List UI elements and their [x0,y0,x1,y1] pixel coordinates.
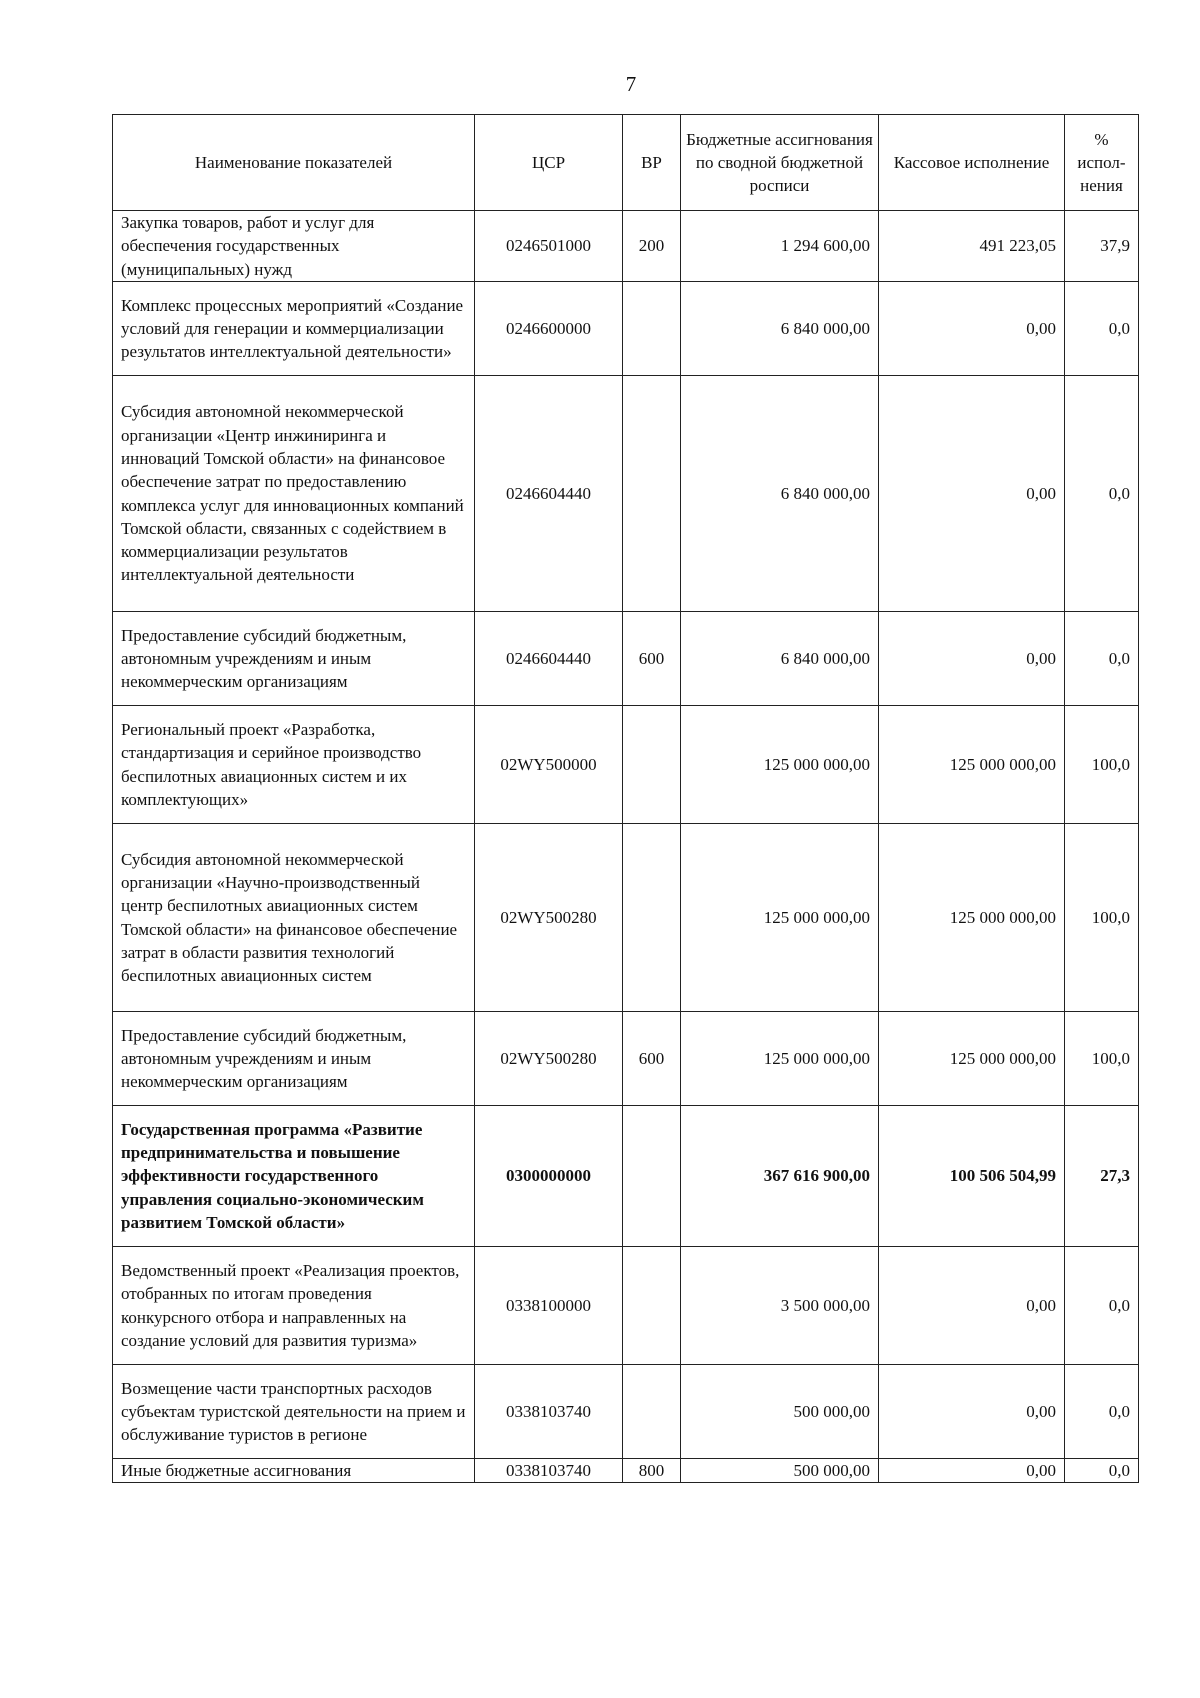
table-row [113,1012,1139,1106]
row-percent: 37,9 [1065,211,1139,282]
table-row [113,282,1139,376]
row-cash: 125 000 000,00 [879,1012,1065,1106]
page-number: 7 [625,72,637,96]
row-name: Закупка товаров, работ и услуг для обеспечения государственных (муниципальных) нужд [113,211,475,282]
row-percent: 0,0 [1065,612,1139,706]
row-csr: 02WY500280 [475,1012,623,1106]
row-cash: 125 000 000,00 [879,824,1065,1012]
row-percent: 0,0 [1065,376,1139,612]
header-percent: % испол-нения [1065,115,1139,211]
row-name: Субсидия автономной некоммерческой организации «Центр инжиниринга и инноваций Томской области» на финансовое обеспечение затрат по предоставлению комплекса услуг для инновационных компаний Томской области, связанных с содействием в коммерциализации результатов интеллектуальной деятельности [113,376,475,612]
row-budget: 6 840 000,00 [681,282,879,376]
row-budget: 6 840 000,00 [681,376,879,612]
row-budget: 500 000,00 [681,1365,879,1459]
row-vr [623,376,681,612]
header-cash: Кассовое исполнение [879,115,1065,211]
row-name: Ведомственный проект «Реализация проектов, отобранных по итогам проведения конкурсного отбора и направленных на создание условий для развития туризма» [113,1247,475,1365]
row-vr: 600 [623,1012,681,1106]
table-row [113,1365,1139,1459]
row-csr: 02WY500280 [475,824,623,1012]
row-csr: 02WY500000 [475,706,623,824]
row-percent: 27,3 [1065,1106,1139,1247]
row-name: Предоставление субсидий бюджетным, автономным учреждениям и иным некоммерческим организациям [113,1012,475,1106]
budget-execution-table [112,114,1139,1483]
row-budget: 125 000 000,00 [681,824,879,1012]
table-header-row [113,115,1139,211]
row-csr: 0300000000 [475,1106,623,1247]
row-vr [623,824,681,1012]
row-budget: 6 840 000,00 [681,612,879,706]
row-vr: 800 [623,1459,681,1483]
row-budget: 3 500 000,00 [681,1247,879,1365]
header-vr: ВР [623,115,681,211]
table-row [113,376,1139,612]
row-csr: 0338100000 [475,1247,623,1365]
row-budget: 500 000,00 [681,1459,879,1483]
row-csr: 0338103740 [475,1365,623,1459]
row-csr: 0338103740 [475,1459,623,1483]
row-vr [623,706,681,824]
row-vr [623,1365,681,1459]
row-cash: 0,00 [879,612,1065,706]
row-name: Комплекс процессных мероприятий «Создание условий для генерации и коммерциализации результатов интеллектуальной деятельности» [113,282,475,376]
row-percent: 0,0 [1065,282,1139,376]
row-name: Предоставление субсидий бюджетным, автономным учреждениям и иным некоммерческим организациям [113,612,475,706]
header-name: Наименование показателей [113,115,475,211]
row-vr: 600 [623,612,681,706]
row-cash: 125 000 000,00 [879,706,1065,824]
table-row [113,211,1139,282]
table-row [113,612,1139,706]
row-cash: 0,00 [879,1459,1065,1483]
header-csr: ЦСР [475,115,623,211]
row-budget: 367 616 900,00 [681,1106,879,1247]
row-percent: 100,0 [1065,824,1139,1012]
row-vr [623,1247,681,1365]
row-csr: 0246600000 [475,282,623,376]
row-name: Субсидия автономной некоммерческой организации «Научно-производственный центр беспилотных авиационных систем Томской области» на финансовое обеспечение затрат в области развития технологий беспилотных авиационных систем [113,824,475,1012]
row-cash: 0,00 [879,376,1065,612]
row-vr [623,282,681,376]
row-name: Государственная программа «Развитие предпринимательства и повышение эффективности государственного управления социально-экономическим развитием Томской области» [113,1106,475,1247]
table-row-program [113,1106,1139,1247]
row-vr: 200 [623,211,681,282]
row-cash: 100 506 504,99 [879,1106,1065,1247]
row-percent: 0,0 [1065,1459,1139,1483]
row-cash: 0,00 [879,1247,1065,1365]
table-row [113,706,1139,824]
row-percent: 0,0 [1065,1247,1139,1365]
row-name: Региональный проект «Разработка, стандартизация и серийное производство беспилотных авиационных систем и их комплектующих» [113,706,475,824]
table-row [113,1247,1139,1365]
row-csr: 0246604440 [475,612,623,706]
row-vr [623,1106,681,1247]
row-percent: 100,0 [1065,1012,1139,1106]
row-budget: 1 294 600,00 [681,211,879,282]
table-row [113,1459,1139,1483]
table-row [113,824,1139,1012]
row-csr: 0246501000 [475,211,623,282]
row-budget: 125 000 000,00 [681,1012,879,1106]
row-name: Иные бюджетные ассигнования [113,1459,475,1483]
row-cash: 0,00 [879,1365,1065,1459]
row-cash: 491 223,05 [879,211,1065,282]
row-percent: 100,0 [1065,706,1139,824]
row-csr: 0246604440 [475,376,623,612]
row-cash: 0,00 [879,282,1065,376]
row-budget: 125 000 000,00 [681,706,879,824]
header-budget: Бюджетные ассигнования по сводной бюджетной росписи [681,115,879,211]
row-name: Возмещение части транспортных расходов субъектам туристской деятельности на прием и обслуживание туристов в регионе [113,1365,475,1459]
row-percent: 0,0 [1065,1365,1139,1459]
